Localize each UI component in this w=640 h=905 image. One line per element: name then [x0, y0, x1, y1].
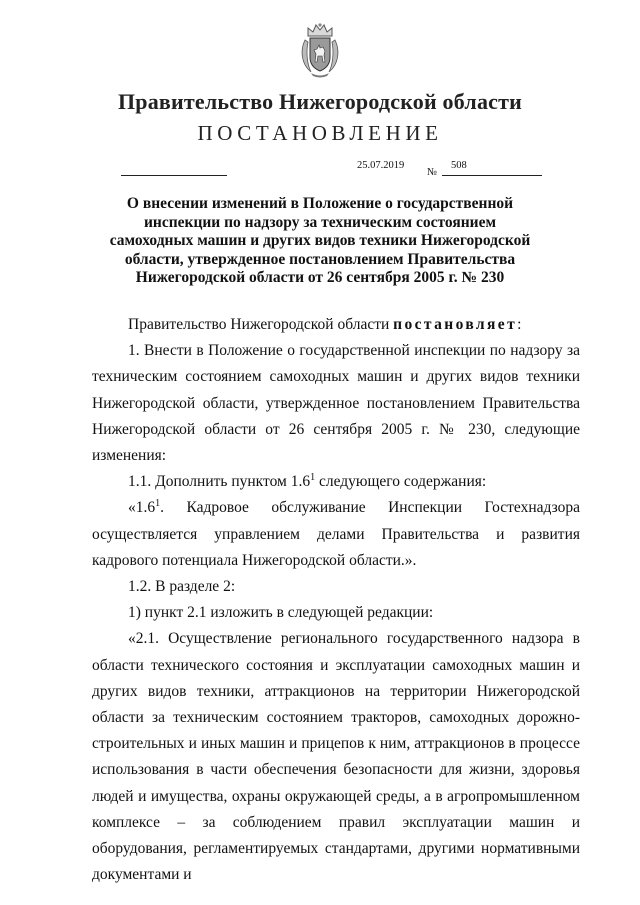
- paragraph-1-1-lead: 1.1. Дополнить пунктом 1.6: [128, 473, 311, 491]
- number-sign: №: [427, 167, 438, 178]
- superscript: 1: [155, 498, 161, 510]
- resolution-colon: :: [517, 316, 522, 333]
- paragraph-1-6-lead: «1.6: [128, 499, 156, 517]
- paragraph-1-1-tail: следующего содержания:: [315, 473, 487, 491]
- resolution-lead: Правительство Нижегородской области: [128, 316, 394, 333]
- subitem-1: 1) пункт 2.1 изложить в следующей редакции:: [128, 604, 434, 622]
- heading-line: инспекции по надзору за техническим состоянием: [143, 213, 497, 231]
- number-line: [442, 175, 542, 176]
- signature-line-left: [121, 175, 227, 176]
- heading-line: О внесении изменений в Положение о государственной: [126, 195, 514, 212]
- paragraph-1-2: 1.2. В разделе 2:: [128, 578, 236, 596]
- document-heading: [108, 195, 532, 288]
- paragraph-1-6-tail: . Кадровое обслуживание Инспекции Гостехнадзора осуществляется управлением делами Правительства и развития кадрового потенциала Нижегородской области.».: [92, 499, 580, 569]
- heading-line: Нижегородской области от 26 сентября 2005 г. № 230: [135, 269, 505, 286]
- paragraph-2-1: «2.1. Осуществление регионального государственного надзора в области технического состояния и эксплуатации самоходных машин и других видов техники, аттракционов на территории Нижегородской области за техническим состоянием тракторов, самоходных дорожно-строительных и иных машин и прицепов к ним, аттракционов в процессе использования в части обеспечения безопасности для жизни, здоровья людей и имущества, охраны окружающей среды, а в агропромышленном комплексе – за соблюдением правил эксплуатации машин и оборудования, регламентируемых стандартами, другими нормативными документами и: [92, 630, 580, 884]
- resolves-word: постановляет: [393, 316, 518, 333]
- document-type: ПОСТАНОВЛЕНИЕ: [197, 121, 443, 145]
- document-body: [92, 312, 580, 888]
- heading-line: области, утвержденное постановлением Правительства: [124, 250, 516, 268]
- paragraph-1-6: [92, 495, 580, 574]
- document-date: 25.07.2019: [357, 160, 405, 171]
- government-title: Правительство Нижегородской области: [117, 89, 522, 114]
- document-number: 508: [451, 160, 467, 171]
- resolution-paragraph: [92, 312, 580, 338]
- superscript: 1: [310, 472, 316, 484]
- nizhny-novgorod-coat-of-arms-icon: [299, 22, 341, 78]
- paragraph-1: 1. Внести в Положение о государственной инспекции по надзору за техническим состоянием самоходных машин и других видов техники Нижегородской области, утвержденное постановлением Правительства Нижегородской области от 26 сентября 2005 г. № 230, следующие изменения:: [92, 342, 580, 465]
- heading-line: самоходных машин и других видов техники Нижегородской: [109, 232, 531, 249]
- paragraph-1-1: [92, 469, 580, 495]
